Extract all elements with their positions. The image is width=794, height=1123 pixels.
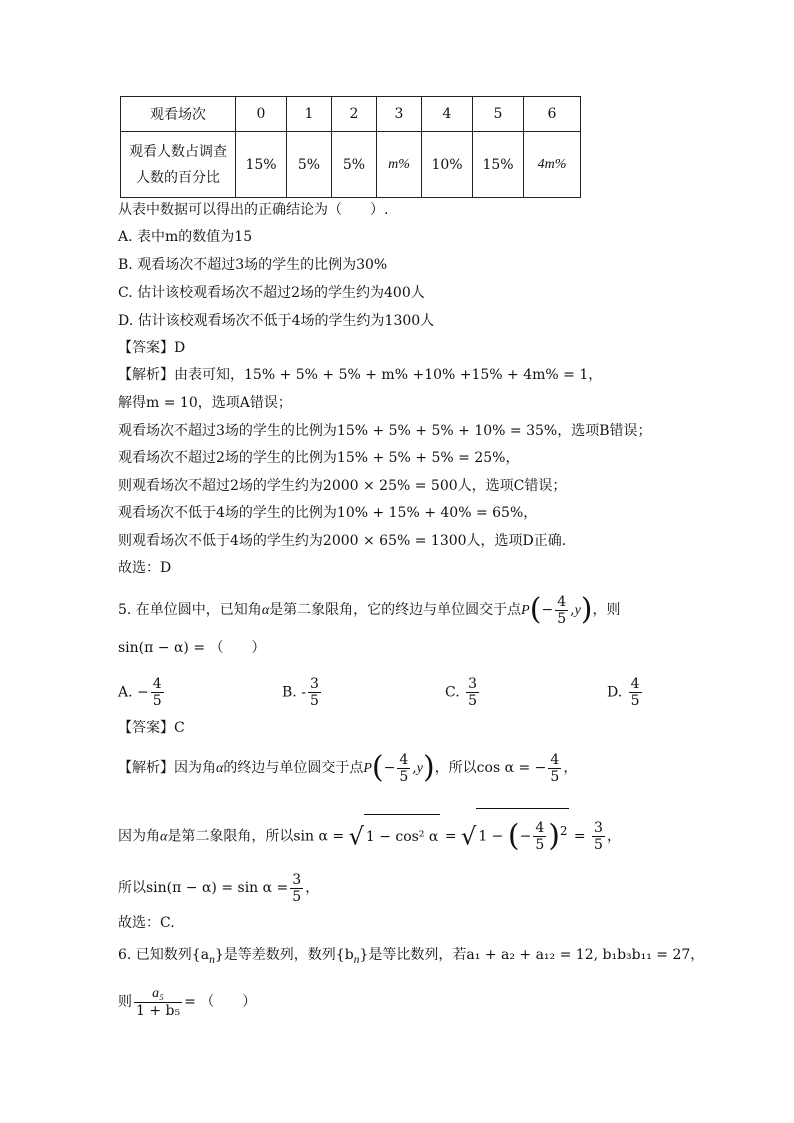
viewing-count-table [120,96,581,198]
row-label-line: 人数的百分比 [136,169,220,186]
q5-option-d [607,676,644,709]
numerator: 3 [594,820,603,837]
denominator: 5 [292,888,302,905]
math-point: P [521,603,530,618]
fraction [290,872,303,905]
option-b: B. 观看场次不超过3场的学生的比例为30% [118,257,388,273]
text: 6. 已知数列{a [118,947,210,963]
text: ，则 [592,602,621,618]
radicand: 1 − (− $\frac{4}{5}$ )$^2$ [476,808,569,859]
option-letter: A. [118,684,133,701]
numerator: 4 [535,820,545,837]
fraction [592,820,605,853]
math-sign: − [519,828,532,845]
sqrt-icon: √ [461,822,477,851]
option-c: C. 估计该校观看场次不超过2场的学生约为400人 [118,285,425,301]
table-cell: m% [377,132,422,198]
table-cell: 15% [473,132,524,198]
text: 因为角 [118,828,160,845]
row-label-line: 观看人数占调查 [129,143,227,160]
numerator: 4 [152,676,162,692]
q5-line2: sin(π − α) = （ ） [118,640,266,656]
denominator: 5 [152,693,162,709]
fraction [308,676,321,709]
math-alpha: α [160,829,168,845]
numerator: 3 [309,676,319,692]
option-letter: C. [445,684,460,701]
q6-line2 [118,982,256,1022]
table-row-label [121,132,236,198]
final-choice: 故选：D [118,560,172,576]
radicand: 1 − cos² α [364,814,441,859]
table-cell: 0 [236,97,287,132]
final-choice: 故选：C. [118,915,175,931]
fraction [397,752,410,785]
text: 的终边与单位圆交于点 [223,760,364,776]
math-sign: − [383,760,396,776]
solution-line: 【解析】因为角α的终边与单位圆交于点P(− $\frac{4}{5}$ ,y)，所以cos α = − $\frac{4}{5}$ ， [118,750,578,785]
table-cell: 15% [236,132,287,198]
subscript: n [353,952,360,966]
fraction [548,752,561,785]
numerator: 4 [399,751,409,768]
denominator: 5 [557,610,567,627]
text: 【解析】因为角 [118,760,216,776]
numerator: 4 [550,751,560,768]
denominator: 5 [399,768,409,785]
table-row [121,132,581,198]
math-y: y [416,761,423,776]
table-row [121,97,581,132]
text: 则 [118,994,132,1010]
denominator: 1 + b₅ [136,1002,181,1019]
question-stem: 从表中数据可以得出的正确结论为（ ）. [118,202,389,218]
denominator: 5 [535,837,545,854]
solution-line: 解得m = 10，选项A错误； [118,395,292,411]
table-cell: 10% [422,132,473,198]
answer-label: 【答案】C [118,720,185,736]
solution-line: 因为角α是第二象限角，所以sin α = √ 1 − cos² α = √ 1 − (− $\frac{4}{5}$ )$^2$ = $\frac{3}{5}$ ， [118,808,621,860]
fraction [466,676,479,709]
math-sign: − [137,684,149,701]
option-a: A. 表中m的数值为15 [118,229,253,245]
denominator: 5 [468,693,478,709]
solution-line: 观看场次不超过3场的学生的比例为15% + 5% + 5% + 10% = 35%，选项B错误； [118,423,652,439]
solution-line: 【解析】由表可知，15% + 5% + 5% + m% +10% +15% + 4m% = 1， [118,367,603,383]
sqrt-icon: √ [348,822,364,851]
fraction [151,676,164,709]
option-letter: B. [282,684,297,701]
q5-option-c [445,676,481,709]
q5-stem: 5. 在单位圆中，已知角α是第二象限角，它的终边与单位圆交于点P(− $\frac{4}{5}$ ,y)，则 [118,592,621,627]
table-cell: 5% [287,132,332,198]
text: 是第二象限角，所以sin α = [167,828,345,845]
text: }是等比数列，若a₁ + a₂ + a₁₂ = 12, b₁b₃b₁₁ = 27， [359,947,705,963]
q5-option-b [282,676,323,709]
table-cell: 3 [377,97,422,132]
answer-label: 【答案】D [118,340,186,356]
numerator: 4 [630,676,640,692]
text: = （ ） [184,994,257,1010]
math-alpha: α [261,603,270,618]
denominator: 5 [630,693,640,709]
option-letter: D. [607,684,623,701]
solution-line: 所以sin(π − α) = sin α = $\frac{3}{5}$ ， [118,871,320,905]
q6-stem [118,945,704,970]
math-sign: - [301,684,306,701]
denominator: 5 [550,768,560,785]
table-header-label: 观看场次 [121,97,236,132]
table-cell: 4m% [524,132,581,198]
numerator: 3 [292,871,302,888]
fraction [134,986,182,1019]
solution-line: 则观看场次不低于4场的学生约为2000 × 65% = 1300人，选项D正确. [118,533,567,549]
math-y: y [574,603,581,618]
paren: ( [529,592,542,627]
text: ，所以cos α = − [434,760,547,776]
text: 所以sin(π − α) = sin α = [118,880,289,896]
text: 是第二象限角，它的终边与单位圆交于点 [269,602,522,618]
denominator: 5 [309,693,319,709]
paren: ) [580,592,593,627]
math-alpha: α [216,761,224,776]
math-sign: − [541,602,554,618]
math-point: P [363,761,372,776]
denominator: 5 [594,837,603,854]
option-d: D. 估计该校观看场次不低于4场的学生约为1300人 [118,313,435,329]
fraction [629,676,642,709]
solution-line: 则观看场次不超过2场的学生约为2000 × 25% = 500人，选项C错误； [118,478,567,494]
text: = [444,828,457,845]
q5-option-a [118,676,166,709]
text: }是等差数列，数列{b [214,947,354,963]
numerator: a₅ [134,986,182,1003]
table-cell: 2 [332,97,377,132]
numerator: 4 [557,593,567,610]
table-cell: 5 [473,97,524,132]
numerator: 3 [468,676,478,692]
table-cell: 4 [422,97,473,132]
fraction [555,594,568,627]
table-cell: 5% [332,132,377,198]
solution-line: 观看场次不超过2场的学生的比例为15% + 5% + 5% = 25%， [118,450,520,466]
text: 5. 在单位圆中，已知角 [118,602,262,618]
paren: ) [422,750,435,785]
table-cell: 6 [524,97,581,132]
paren: ( [371,750,384,785]
subscript: n [209,952,215,966]
table-cell: 1 [287,97,332,132]
solution-line: 观看场次不低于4场的学生的比例为10% + 15% + 40% = 65%， [118,505,538,521]
